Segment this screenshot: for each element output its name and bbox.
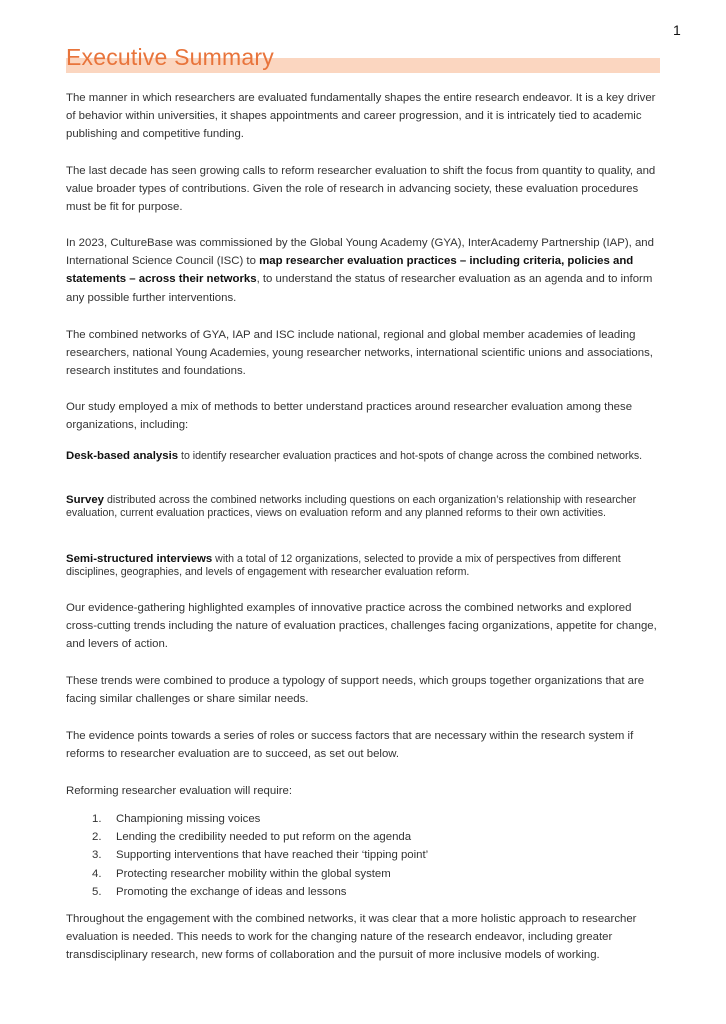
conclusion-paragraph: Throughout the engagement with the combined networks, it was clear that a more holistic approach to researcher evaluation is needed. This needs to work for the changing nature of the research endeavor, including greater transdisciplinary research, new forms of collaboration and the pursuit of more inclusive models of working. <box>66 913 637 962</box>
list-item <box>66 828 656 846</box>
list-item <box>66 865 656 883</box>
commission-paragraph <box>66 234 662 307</box>
list-item <box>66 883 656 901</box>
list-text: Protecting researcher mobility within the global system <box>116 867 391 880</box>
method-survey <box>66 494 662 520</box>
commission-highlight: map researcher evaluation practices – including criteria, policies and statements – across their networks <box>66 255 634 286</box>
method-description: distributed across the combined networks including questions on each organization’s relationship with researcher evaluation, current evaluation practices, views on evaluation reform and any planned reforms to their own activities. <box>66 494 637 519</box>
list-number: 3. <box>92 849 102 862</box>
requirements-list <box>66 810 656 901</box>
methods-intro-paragraph: Our study employed a mix of methods to better understand practices around researcher evaluation among these organizations, including: <box>66 401 633 432</box>
list-item <box>66 810 656 828</box>
list-number: 4. <box>92 867 102 880</box>
method-interviews <box>66 553 662 579</box>
list-number: 1. <box>92 813 102 825</box>
intro-paragraph: The manner in which researchers are evaluated fundamentally shapes the entire research endeavor. It is a key driver of behavior within universities, it shapes appointments and career progression, and it is intricately tied to academic publishing and competitive funding. <box>66 92 656 141</box>
method-description: to identify researcher evaluation practices and hot-spots of change across the combined networks. <box>178 450 643 462</box>
evidence-paragraph: Our evidence-gathering highlighted examples of innovative practice across the combined networks and explored cross-cutting trends including the nature of evaluation practices, challenges facing organizations, appetite for change, and levers of action. <box>66 602 657 651</box>
typology-paragraph: These trends were combined to produce a typology of support needs, which groups together organizations that are facing similar challenges or share similar needs. <box>66 675 645 706</box>
list-text: Championing missing voices <box>116 813 261 825</box>
success-factors-paragraph: The evidence points towards a series of roles or success factors that are necessary within the research system if reforms to researcher evaluation are to succeed, as set out below. <box>66 730 634 761</box>
list-text: Lending the credibility needed to put reform on the agenda <box>116 831 412 844</box>
method-description: with a total of 12 organizations, selected to provide a mix of perspectives from different disciplines, geographies, and levels of engagement with researcher evaluation reform. <box>66 553 621 578</box>
list-item <box>66 846 656 864</box>
requirements-intro: Reforming researcher evaluation will require: <box>66 785 293 797</box>
networks-paragraph: The combined networks of GYA, IAP and ISC include national, regional and global member academies of leading researchers, national Young Academies, young researcher networks, international scientific unions and associations, research institutes and foundations. <box>66 329 653 378</box>
method-desk-analysis <box>66 450 662 463</box>
page-title: Executive Summary <box>66 44 274 70</box>
method-term: Semi-structured interviews <box>66 553 213 565</box>
reform-calls-paragraph: The last decade has seen growing calls to reform researcher evaluation to shift the focus from quantity to quality, and value broader types of contributions. Given the role of research in advancing society, these evaluation procedures must be fit for purpose. <box>66 165 656 214</box>
method-term: Survey <box>66 494 104 506</box>
list-number: 5. <box>92 885 102 898</box>
list-number: 2. <box>92 831 102 844</box>
method-term: Desk-based analysis <box>66 450 179 462</box>
commission-text-end: , to understand the status of researcher evaluation as an agenda and to inform any possible further interventions. <box>66 273 653 304</box>
list-text: Promoting the exchange of ideas and lessons <box>116 885 347 898</box>
list-text: Supporting interventions that have reached their ‘tipping point’ <box>116 849 429 862</box>
commission-text-start: In 2023, CultureBase was commissioned by the Global Young Academy (GYA), InterAcademy Partnership (IAP), and International Science Council (ISC) to <box>66 237 654 268</box>
page-number: 1 <box>673 22 681 38</box>
